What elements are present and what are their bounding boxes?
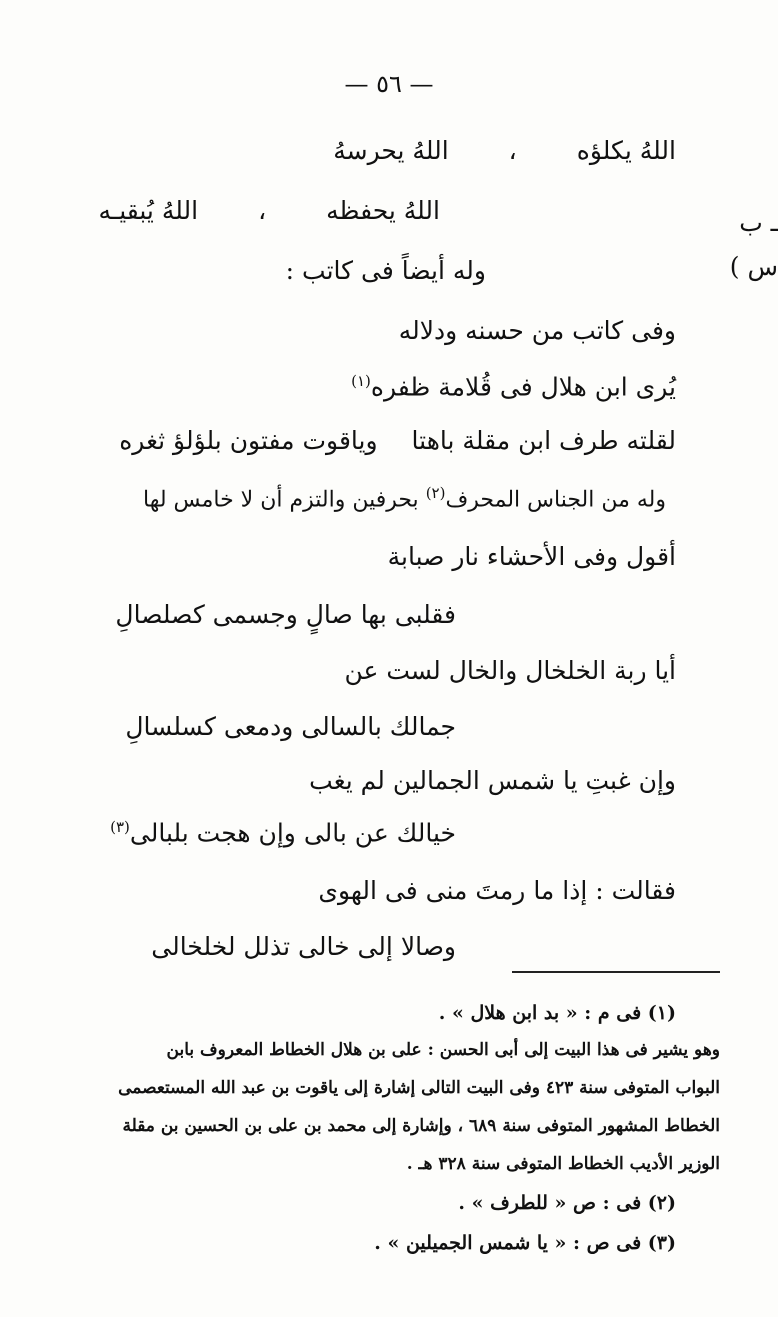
- footnote-1-line-2: البواب المتوفى سنة ٤٢٣ وفى البيت التالى إشارة إلى ياقوت بن عبد الله المستعصمى: [118, 1078, 720, 1098]
- footnote-ref-3: (٣): [110, 818, 130, 836]
- verse-5: فقلبى بها صالٍ وجسمى كصلصالِ: [115, 600, 456, 629]
- verse-10: فقالت : إذا ما رمتَ منى فى الهوى: [318, 876, 676, 905]
- margin-note-bottom: س ): [729, 252, 778, 281]
- footnote-3: (٣) فى ص : « يا شمس الجميلين » .: [374, 1232, 676, 1254]
- hemistich-left: اللهُ يُبقيـه: [98, 196, 199, 225]
- hemistich-right: لقلته طرف ابن مقلة باهتا: [411, 426, 676, 455]
- footnote-1-line-4: الوزير الأديب الخطاط المتوفى سنة ٣٢٨ هـ .: [406, 1154, 720, 1174]
- verse-3: [119, 426, 676, 455]
- couplet1-line-b: [98, 196, 440, 225]
- separator: ،: [258, 196, 267, 225]
- intro-jinas: وله من الجناس المحرف$^{(٢)}$ بحرفين والتزم أن لا خامس لها: [143, 484, 666, 513]
- hemistich-left: وياقوت مفتون بلؤلؤ ثغره: [119, 426, 378, 455]
- verse-8: وإن غبتِ يا شمس الجمالين لم يغب: [309, 766, 676, 795]
- page-number: — ٥٦ —: [344, 70, 434, 98]
- verse-11: وصالا إلى خالى تذلل لخلخالى: [151, 932, 456, 961]
- margin-note-top: ـ ب: [739, 208, 778, 237]
- footnote-1: (١) فى م : « بد ابن هلال » .: [438, 1002, 676, 1024]
- hemistich-right: اللهُ يحفظه: [326, 196, 440, 225]
- footnote-2: (٢) فى : ص « للطرف » .: [458, 1192, 676, 1214]
- couplet1-line-a: [333, 136, 676, 165]
- hemistich-left: اللهُ يحرسهُ: [333, 136, 449, 165]
- verse-7: جمالك بالسالى ودمعى كسلسالِ: [125, 712, 456, 741]
- verse-6: أيا ربة الخلخال والخال لست عن: [344, 656, 676, 685]
- verse-1: وفى كاتب من حسنه ودلاله: [398, 316, 676, 345]
- verse-2: يُرى ابن هلال فى قُلامة ظفره$^{(١)}$: [351, 372, 676, 402]
- footnote-ref-1: (١): [351, 372, 371, 390]
- hemistich-right: اللهُ يكلؤه: [576, 136, 676, 165]
- footnote-1-line-1: وهو يشير فى هذا البيت إلى أبى الحسن : على بن هلال الخطاط المعروف بابن: [166, 1040, 720, 1060]
- intro-katib: وله أيضاً فى كاتب :: [285, 256, 486, 285]
- verse-9: خيالك عن بالى وإن هجت بلبالى$^{(٣)}$: [110, 818, 456, 848]
- separator: ،: [508, 136, 517, 165]
- footnote-ref-2: (٢): [425, 484, 446, 502]
- footnote-1-line-3: الخطاط المشهور المتوفى سنة ٦٨٩ ، وإشارة إلى محمد بن على بن الحسين بن مقلة: [122, 1116, 720, 1136]
- verse-4: أقول وفى الأحشاء نار صبابة: [387, 542, 676, 571]
- footnote-divider: [512, 971, 720, 973]
